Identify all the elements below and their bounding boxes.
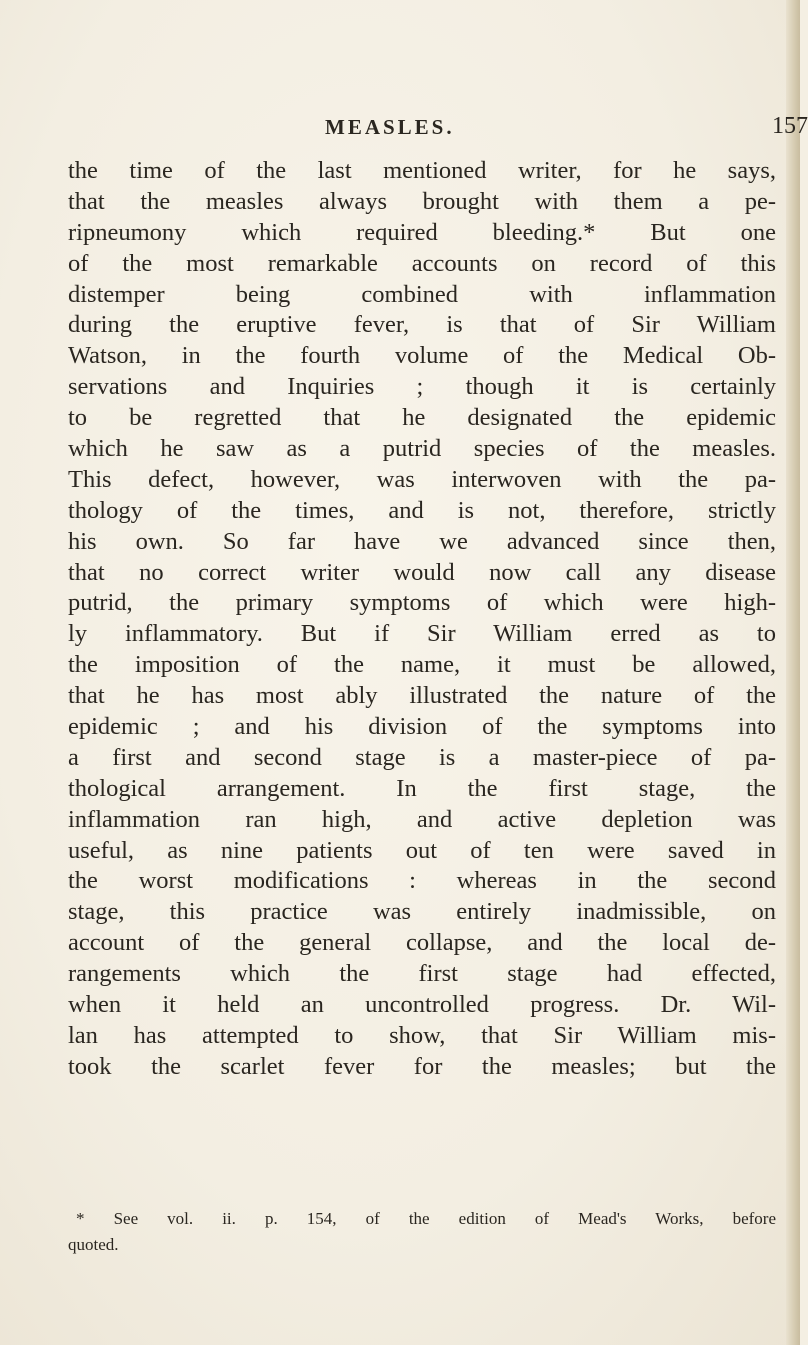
text-line: which he saw as a putrid species of the measles. [68, 435, 776, 463]
text-line: ripneumony which required bleeding.* But one [68, 218, 776, 246]
text-line: stage, this practice was entirely inadmissible, on [68, 898, 776, 926]
text-line: distemper being combined with inflammation [68, 280, 776, 308]
text-line: to be regretted that he designated the epidemic [68, 404, 776, 432]
text-line: that the measles always brought with them a pe- [68, 187, 776, 215]
text-line: Watson, in the fourth volume of the Medical Ob- [68, 342, 776, 370]
body-text [68, 156, 776, 1083]
footnote-line: quoted. [68, 1235, 119, 1254]
text-line: the worst modifications : whereas in the second [68, 867, 776, 895]
text-line: account of the general collapse, and the local de- [68, 929, 776, 957]
text-line: lan has attempted to show, that Sir William mis- [68, 1021, 776, 1049]
page-number: 157 [772, 113, 808, 139]
page-edge [786, 0, 800, 1345]
text-line: rangements which the first stage had effected, [68, 960, 776, 988]
text-line: took the scarlet fever for the measles; but the [68, 1052, 776, 1080]
text-line: servations and Inquiries ; though it is certainly [68, 373, 776, 401]
text-line: This defect, however, was interwoven with the pa- [68, 465, 776, 493]
text-line: his own. So far have we advanced since then, [68, 527, 776, 555]
text-line: when it held an uncontrolled progress. Dr. Wil- [68, 991, 776, 1019]
text-line: inflammation ran high, and active depletion was [68, 805, 776, 833]
text-line: thological arrangement. In the first stage, the [68, 774, 776, 802]
text-line: thology of the times, and is not, therefore, strictly [68, 496, 776, 524]
text-line: useful, as nine patients out of ten were saved in [68, 836, 776, 864]
text-line: the time of the last mentioned writer, for he says, [68, 157, 776, 184]
running-title: MEASLES. [325, 115, 455, 139]
text-line: putrid, the primary symptoms of which were high- [68, 589, 776, 617]
footnote [68, 1206, 776, 1258]
text-line: the imposition of the name, it must be allowed, [68, 651, 776, 679]
text-line: of the most remarkable accounts on record of this [68, 249, 776, 277]
text-line: a first and second stage is a master-piece of pa- [68, 743, 776, 771]
text-line: that no correct writer would now call any disease [68, 558, 776, 586]
running-head [0, 113, 808, 145]
text-line: ly inflammatory. But if Sir William erred as to [68, 620, 776, 648]
footnote-line: * See vol. ii. p. 154, of the edition of Mead's Works, before [76, 1209, 776, 1228]
text-line: during the eruptive fever, is that of Sir William [68, 311, 776, 339]
text-line: epidemic ; and his division of the symptoms into [68, 713, 776, 741]
text-line: that he has most ably illustrated the nature of the [68, 682, 776, 710]
